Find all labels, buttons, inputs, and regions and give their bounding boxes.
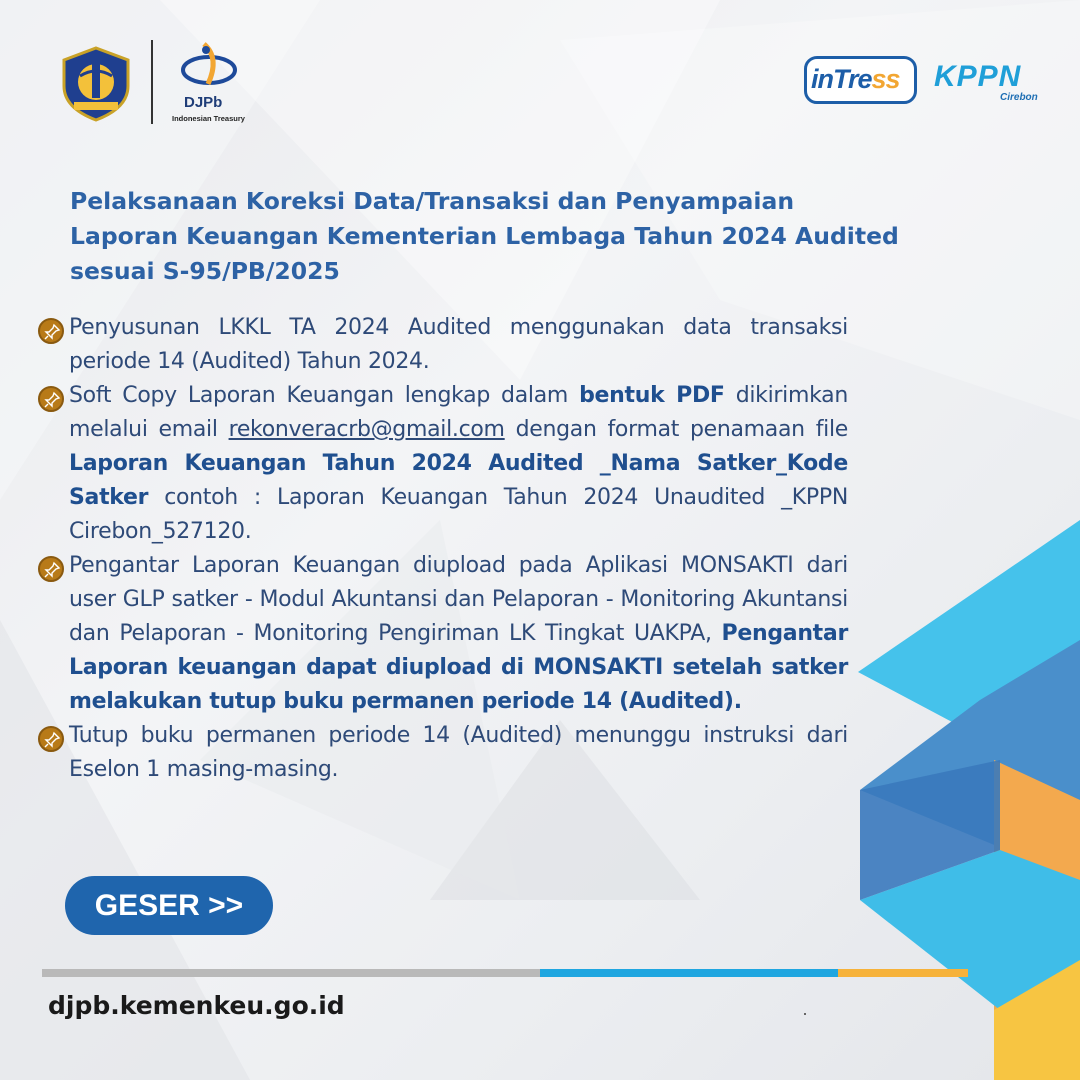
djpb-sublabel: Indonesian Treasury: [172, 114, 245, 123]
list-item: Penyusunan LKKL TA 2024 Audited menggunakan data transaksi periode 14 (Audited) Tahun 2024.: [38, 311, 848, 379]
email-link[interactable]: rekonveracrb@gmail.com: [228, 417, 505, 442]
header-left-logos: [58, 38, 258, 128]
kppn-sublabel: Cirebon: [1000, 92, 1038, 103]
page-title: [70, 184, 930, 289]
geser-button[interactable]: GESER >>: [65, 876, 273, 935]
accent-bar-gray: [42, 969, 540, 977]
list-item: Soft Copy Laporan Keuangan lengkap dalam bentuk PDF dikirimkan melalui email rekonveracrb@gmail.com dengan format penamaan file Laporan Keuangan Tahun 2024 Audited _Nama Satker_Kode Satker contoh : Laporan Keuangan Tahun 2024 Unaudited _KPPN Cirebon_527120.: [38, 379, 848, 549]
intress-label: inTress: [811, 64, 900, 94]
footer-url[interactable]: djpb.kemenkeu.go.id: [48, 991, 345, 1020]
list-item: Tutup buku permanen periode 14 (Audited) menunggu instruksi dari Eselon 1 masing-masing.: [38, 719, 848, 787]
pushpin-icon: [38, 556, 64, 582]
djpb-logo-icon: [174, 40, 244, 90]
title-line-3: sesuai S-95/PB/2025: [70, 257, 340, 285]
pushpin-icon: [38, 318, 64, 344]
decorative-dot: [804, 1013, 806, 1015]
accent-bar-orange: [838, 969, 968, 977]
title-line-2: Laporan Keuangan Kementerian Lembaga Tahun 2024 Audited: [70, 222, 899, 250]
kppn-label: KPPN: [934, 60, 1022, 93]
pushpin-icon: [38, 726, 64, 752]
logo-divider: [151, 40, 153, 124]
accent-bar-blue: [540, 969, 838, 977]
djpb-label: DJPb: [184, 94, 223, 111]
kemenkeu-emblem-icon: [58, 46, 134, 122]
intress-logo: [804, 56, 917, 104]
header-right-logos: [804, 56, 1066, 106]
pushpin-icon: [38, 386, 64, 412]
title-line-1: Pelaksanaan Koreksi Data/Transaksi dan Penyampaian: [70, 187, 795, 215]
list-item: Pengantar Laporan Keuangan diupload pada Aplikasi MONSAKTI dari user GLP satker - Modul Akuntansi dan Pelaporan - Monitoring Akuntansi dan Pelaporan - Monitoring Pengiriman LK Tingkat UAKPA, Pengantar Laporan keuangan dapat diupload di MONSAKTI setelah satker melakukan tutup buku permanen periode 14 (Audited).: [38, 549, 848, 719]
content-list: [38, 311, 848, 787]
